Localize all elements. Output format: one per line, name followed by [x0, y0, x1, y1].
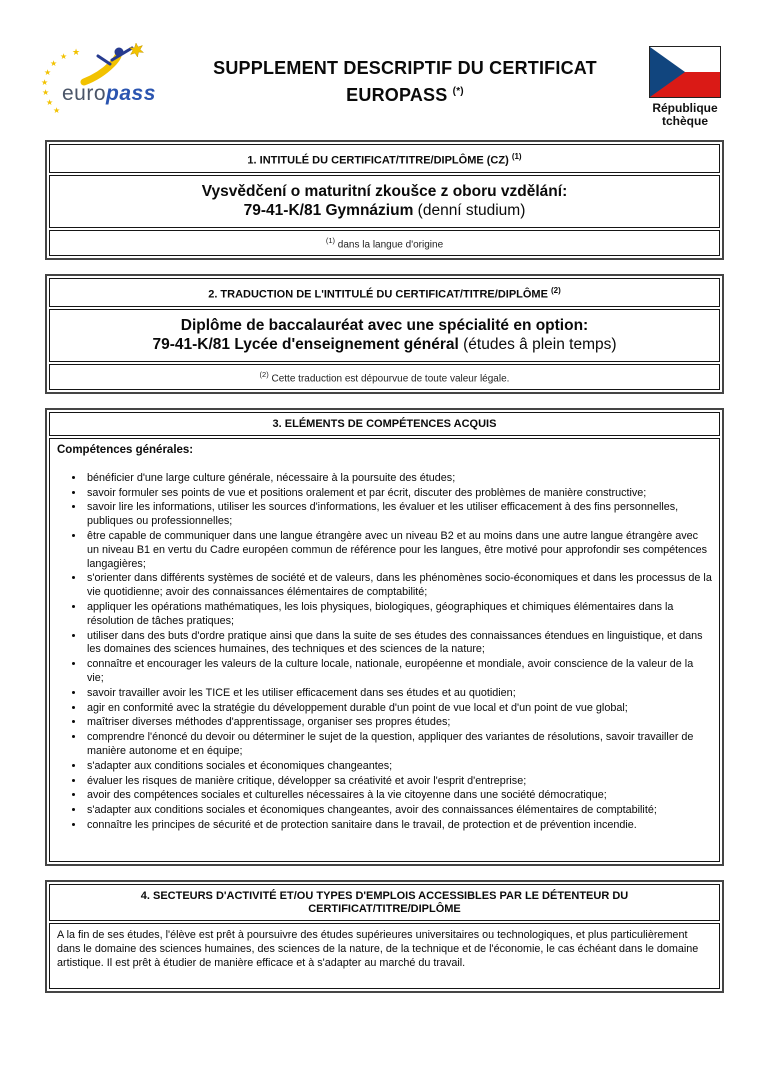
section-1-heading: 1. INTITULÉ DU CERTIFICAT/TITRE/DIPLÔME (CZ) $^{(1)}$: [49, 144, 720, 173]
star-icon: ★: [46, 98, 54, 107]
document-body: [0, 128, 768, 993]
footnote-ref-1: (1): [511, 152, 522, 161]
section-1-footnote: $^{(1)}$ dans la langue d'origine: [49, 230, 720, 256]
competence-item: • bénéficier d'une large culture générale, nécessaire à la poursuite des études;: [85, 472, 712, 486]
europass-figure-icon: [78, 42, 150, 86]
logo-euro-text: euro: [62, 82, 107, 105]
competence-item: • avoir des compétences sociales et culturelles nécessaires à la vie citoyenne dans une société démocratique;: [85, 789, 712, 803]
section-4-employment-sectors: [45, 880, 724, 993]
country-name-line2: tchèque: [661, 114, 708, 128]
competence-item: • évaluer les risques de manière critique, développer sa créativité et avoir l'esprit d'entreprise;: [85, 775, 712, 789]
document-title: [168, 46, 642, 107]
certificate-title-original-line2: 79-41-K/81 Gymnázium (denní studium): [243, 201, 526, 219]
certificate-title-original-line1: Vysvědčení o maturitní zkoušce z oboru vzdělání:: [201, 182, 568, 200]
certificate-title-translated-line2: 79-41-K/81 Lycée d'enseignement général (études â plein temps): [152, 335, 617, 353]
section-1-content: [49, 175, 720, 228]
star-icon: ★: [60, 52, 68, 61]
competence-item: • être capable de communiquer dans une langue étrangère avec un niveau B2 et au moins dans une autre langue étrangère avec un niveau B1 en vertu du Cadre européen commun de référence pour les langues, être motivé pour approfondir ses compétences langagières;: [85, 530, 712, 571]
competence-item: • savoir travailler avoir les TICE et les utiliser efficacement dans ses études et au quotidien;: [85, 687, 712, 701]
competence-item: • appliquer les opérations mathématiques, les lois physiques, biologiques, géographiques et chimiques élémentaires dans la résolution de tâches pratiques;: [85, 601, 712, 629]
czech-flag: [649, 46, 721, 98]
competences-list: [57, 472, 712, 833]
competence-item: • connaître les principes de sécurité et de protection sanitaire dans le travail, de protection et de prévention incendie.: [85, 819, 712, 833]
competence-item: • utiliser dans des buts d'ordre pratique ainsi que dans la suite de ses études des connaissances étendues en linguistique, et dans les domaines des sciences humaines, des techniques et des sciences de la nature;: [85, 630, 712, 658]
competence-item: • s'adapter aux conditions sociales et économiques changeantes, avoir des connaissances élémentaires de comptabilité;: [85, 804, 712, 818]
section-2-heading: 2. TRADUCTION DE L'INTITULÉ DU CERTIFICAT/TITRE/DIPLÔME $^{(2)}$: [49, 278, 720, 307]
competences-subtitle: Compétences générales:: [57, 443, 194, 456]
certificate-title-translated-line1: Diplôme de baccalauréat avec une spécialité en option:: [180, 316, 589, 334]
section-4-content: A la fin de ses études, l'élève est prêt à poursuivre des études supérieures universitaires ou technologiques, et plus particulièrement dans le domaine des sciences humaines, des sciences de la nature, de la technique et de l'économie, le cas échéant dans le domaine artistique. Il est prêt à étudier de manière efficace et à s'adapter au marché du travail.: [49, 923, 720, 989]
section-3-heading: 3. ELÉMENTS DE COMPÉTENCES ACQUIS: [49, 412, 720, 436]
europass-wordmark: [62, 82, 156, 106]
section-2-content: [49, 309, 720, 362]
page-header: [0, 0, 768, 128]
star-icon: ★: [53, 106, 61, 115]
competence-item: • s'orienter dans différents systèmes de société et de valeurs, dans les phénomènes socio-économiques et dans les processus de la vie quotidienne; avoir des connaissances élémentaires de comptabilité;: [85, 572, 712, 600]
competence-item: • agir en conformité avec la stratégie du développement durable d'un point de vue local et d'un point de vue global;: [85, 702, 712, 716]
section-3-content: [49, 438, 720, 862]
section-3-competences: [45, 408, 724, 866]
logo-pass-text: pass: [106, 82, 156, 105]
competence-item: • savoir lire les informations, utiliser les sources d'informations, les évaluer et les utiliser efficacement à des fins personnelles, publiques ou professionnelles;: [85, 501, 712, 529]
competence-item: • s'adapter aux conditions sociales et économiques changeantes;: [85, 760, 712, 774]
star-icon: ★: [42, 88, 50, 97]
star-icon: ★: [72, 47, 81, 57]
section-2-footnote: $^{(2)}$ Cette traduction est dépourvue de toute valeur légale.: [49, 364, 720, 390]
footnote-marker-1: (1): [325, 235, 336, 245]
country-name-line1: République: [652, 101, 718, 115]
star-icon: ★: [50, 59, 58, 68]
star-icon: ★: [44, 68, 52, 77]
title-line-1: SUPPLEMENT DESCRIPTIF DU CERTIFICAT: [213, 58, 597, 78]
footnote-marker-2: (2): [259, 369, 269, 379]
country-name: [642, 102, 728, 128]
title-line-2: EUROPASS (*): [346, 85, 464, 105]
competence-item: • maîtriser diverses méthodes d'apprentissage, organiser ses propres études;: [85, 716, 712, 730]
section-4-heading: 4. SECTEURS D'ACTIVITÉ ET/OU TYPES D'EMPLOIS ACCESSIBLES PAR LE DÉTENTEUR DU CERTIFICAT/TITRE/DIPLÔME: [49, 884, 720, 921]
country-block: [642, 46, 728, 128]
europass-logo: [40, 46, 168, 116]
competence-item: • comprendre l'énoncé du devoir ou déterminer le sujet de la question, appliquer des variantes de résolutions, savoir travailler de manière autonome et en équipe;: [85, 731, 712, 759]
section-1-certificate-title: [45, 140, 724, 260]
competence-item: • savoir formuler ses points de vue et positions oralement et par écrit, discuter des problèmes de manière constructive;: [85, 487, 712, 501]
competence-item: • connaître et encourager les valeurs de la culture locale, nationale, européenne et mondiale, avoir conscience de la valeur de la vie;: [85, 658, 712, 686]
star-icon: ★: [41, 78, 49, 87]
title-asterisk: (*): [452, 86, 464, 97]
section-2-translated-title: [45, 274, 724, 394]
footnote-ref-2: (2): [551, 285, 561, 295]
